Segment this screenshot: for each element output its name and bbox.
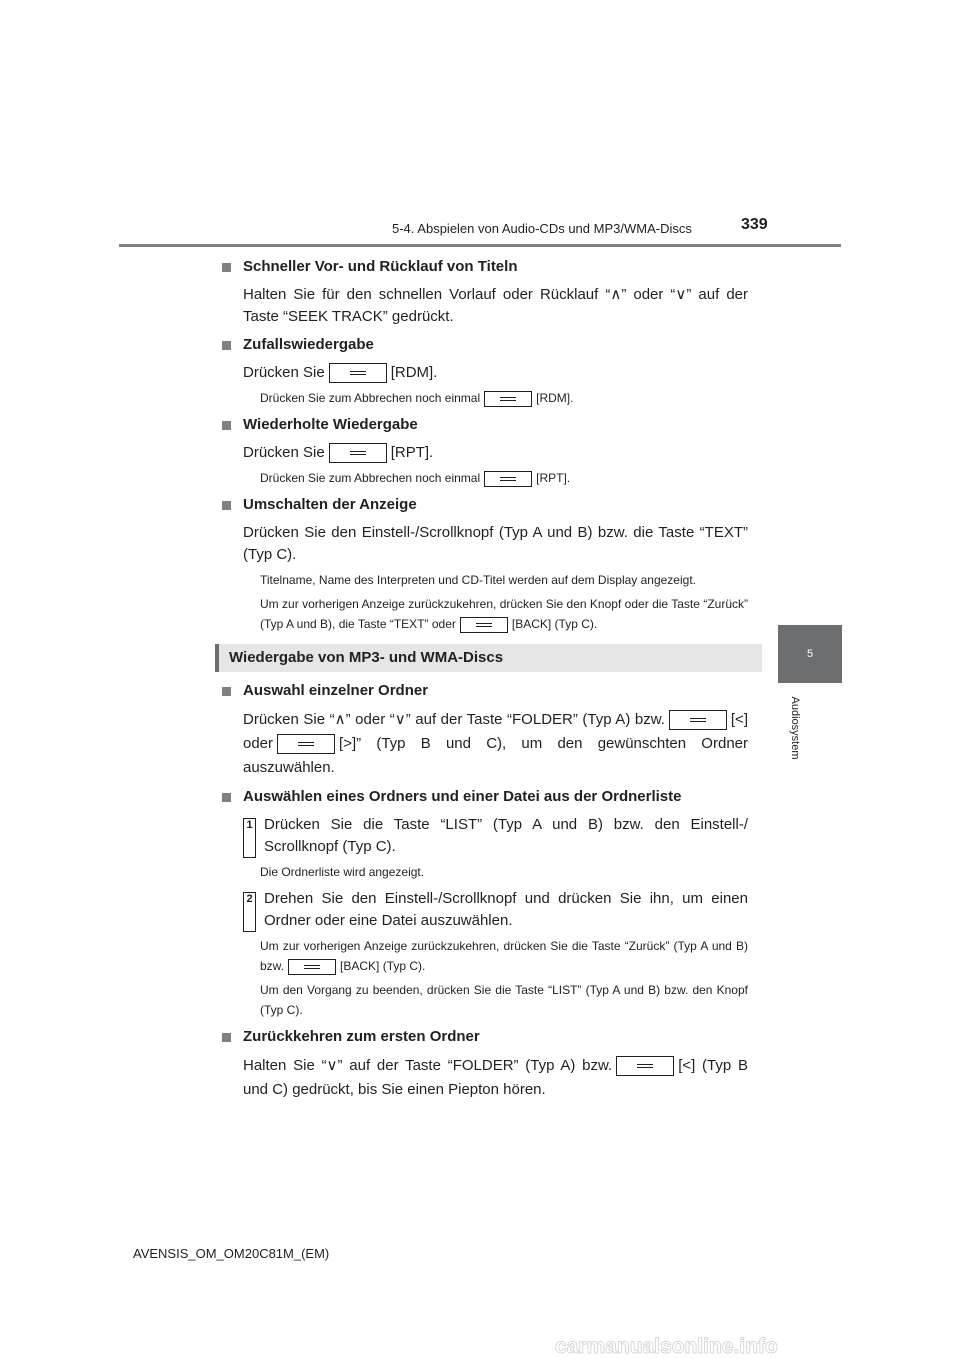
heading-display: Umschalten der Anzeige (225, 494, 748, 516)
paragraph: Drücken Sie “∧” oder “∨” auf der Taste “FOLDER” (Typ A) bzw. [<] oder [>]” (Typ B und C), um den gewünschten Ordner auszuwählen. (243, 711, 748, 776)
chapter-tab[interactable] (778, 625, 842, 683)
section-banner: Wiedergabe von MP3- und WMA-Discs (215, 644, 762, 672)
preset-button-icon (484, 471, 532, 487)
bullet-square-icon (222, 1033, 231, 1042)
chapter-number: 5 (806, 648, 814, 660)
heading-repeat: Wiederholte Wiedergabe (225, 414, 748, 436)
watermark: carmanualsonline.info (555, 1335, 778, 1358)
footer-doc-id: AVENSIS_OM_OM20C81M_(EM) (133, 1246, 330, 1261)
bullet-square-icon (222, 341, 231, 350)
chapter-label: Audiosystem (789, 696, 801, 760)
preset-button-icon (329, 363, 387, 383)
paragraph: Halten Sie für den schnellen Vorlauf oder Rücklauf “∧” oder “∨” auf der Taste “SEEK TRACK” gedrückt. (243, 286, 748, 325)
note: Titelname, Name des Interpreten und CD-Titel werden auf dem Display angezeigt. (260, 573, 696, 587)
step-1: 1 Drücken Sie die Taste “LIST” (Typ A und B) bzw. den Einstell-/ Scrollknopf (Typ C). (243, 814, 748, 858)
heading-folder-select: Auswahl einzelner Ordner (225, 680, 748, 702)
heading-seek: Schneller Vor- und Rücklauf von Titeln (225, 256, 748, 278)
heading-random: Zufallswiedergabe (225, 334, 748, 356)
preset-button-icon (288, 959, 336, 975)
step-2: 2 Drehen Sie den Einstell-/Scrollknopf und drücken Sie ihn, um einen Ordner oder eine Datei auszuwählen. (243, 888, 748, 932)
note: Um zur vorherigen Anzeige zurückzukehren, drücken Sie den Knopf oder die Taste “Zurück” (Typ A und B), die Taste “TEXT” oder [BACK] (Typ C). (260, 597, 748, 631)
page-number: 339 (741, 216, 768, 233)
note: Um den Vorgang zu beenden, drücken Sie die Taste “LIST” (Typ A und B) bzw. den Knopf (Typ C). (260, 983, 748, 1017)
preset-button-icon (277, 734, 335, 754)
heading-folder-list: Auswählen eines Ordners und einer Datei aus der Ordnerliste (225, 786, 748, 808)
step-number-badge: 2 (243, 892, 256, 932)
note: Um zur vorherigen Anzeige zurückzukehren, drücken Sie die Taste “Zurück” (Typ A und B) bzw. [BACK] (Typ C). (260, 939, 748, 973)
header-rule (119, 244, 841, 247)
bullet-square-icon (222, 501, 231, 510)
preset-button-icon (484, 391, 532, 407)
preset-button-icon (669, 710, 727, 730)
bullet-square-icon (222, 793, 231, 802)
section-title: 5-4. Abspielen von Audio-CDs und MP3/WMA-Discs (392, 221, 692, 236)
note: Drücken Sie zum Abbrechen noch einmal [RPT]. (260, 471, 571, 485)
paragraph: Halten Sie “∨” auf der Taste “FOLDER” (Typ A) bzw. [<] (Typ B und C) gedrückt, bis Sie einen Piepton hören. (243, 1057, 749, 1098)
preset-button-icon (329, 443, 387, 463)
heading-first-folder: Zurückkehren zum ersten Ordner (225, 1026, 748, 1048)
paragraph: Drücken Sie [RDM]. (243, 362, 748, 384)
paragraph: Drücken Sie [RPT]. (243, 442, 748, 464)
step-number-badge: 1 (243, 818, 256, 858)
bullet-square-icon (222, 421, 231, 430)
paragraph: Drücken Sie den Einstell-/Scrollknopf (Typ A und B) bzw. die Taste “TEXT” (Typ C). (243, 524, 748, 563)
note: Drücken Sie zum Abbrechen noch einmal [RDM]. (260, 391, 574, 405)
main-content (225, 250, 748, 1102)
note: Die Ordnerliste wird angezeigt. (260, 865, 425, 879)
preset-button-icon (460, 617, 508, 633)
bullet-square-icon (222, 687, 231, 696)
preset-button-icon (616, 1056, 674, 1076)
bullet-square-icon (222, 263, 231, 272)
